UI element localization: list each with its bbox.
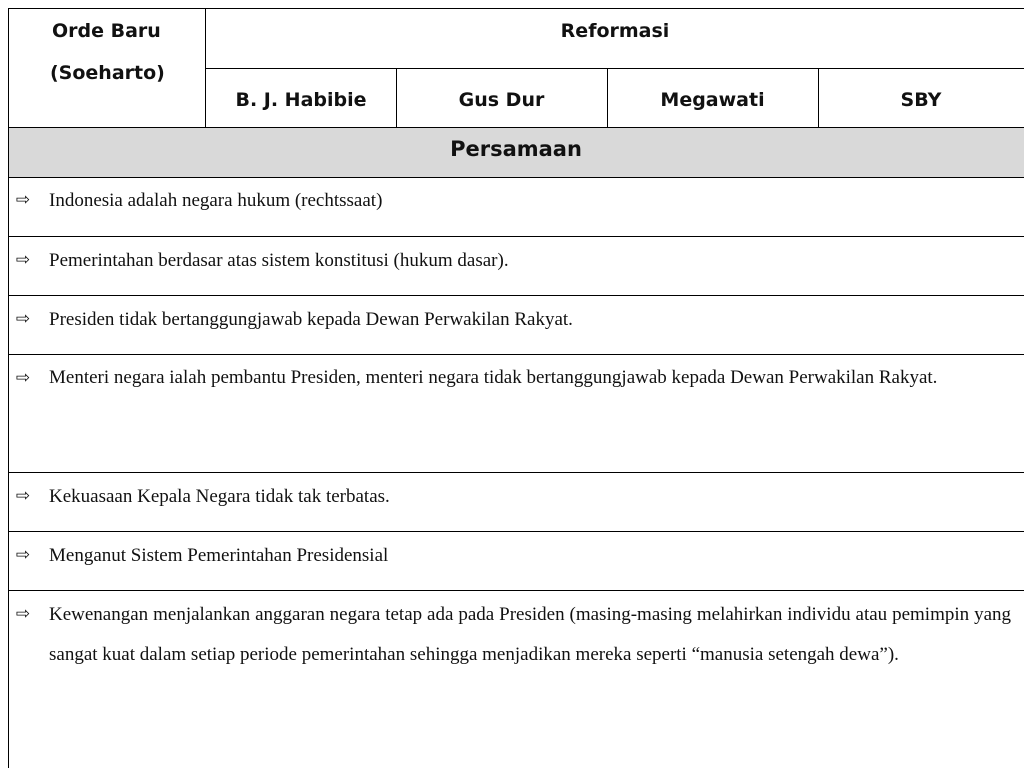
row-divider <box>8 127 1024 128</box>
col-divider <box>396 68 397 127</box>
row-divider <box>8 354 1024 355</box>
header-soeharto: (Soeharto) <box>50 62 165 84</box>
right-arrow-outline-icon: ⇨ <box>15 604 31 624</box>
right-arrow-outline-icon: ⇨ <box>15 309 31 329</box>
row-text-2: Pemerintahan berdasar atas sistem konstitusi (hukum dasar). <box>49 250 509 271</box>
row-divider <box>8 295 1024 296</box>
row-text-3: Presiden tidak bertanggungjawab kepada Dewan Perwakilan Rakyat. <box>49 309 573 330</box>
row-divider <box>8 236 1024 237</box>
right-arrow-outline-icon: ⇨ <box>15 190 31 210</box>
header-subdivider <box>206 68 1024 69</box>
table-border-left <box>8 8 9 768</box>
right-arrow-outline-icon: ⇨ <box>15 368 31 388</box>
row-text-4: Menteri negara ialah pembantu Presiden, menteri negara tidak bertanggungjawab kepada Dewan Perwakilan Rakyat. <box>49 367 938 388</box>
col-divider <box>607 68 608 127</box>
table-border-top <box>8 8 1024 9</box>
row-divider <box>8 590 1024 591</box>
header-col-gus-dur: Gus Dur <box>458 89 545 111</box>
section-title: Persamaan <box>450 137 582 161</box>
row-text-6: Menganut Sistem Pemerintahan Presidensial <box>49 545 389 566</box>
header-reformasi: Reformasi <box>560 20 670 42</box>
row-text-1: Indonesia adalah negara hukum (rechtssaat) <box>49 190 383 211</box>
header-orde-baru: Orde Baru <box>52 20 161 42</box>
row-text-7: Kewenangan menjalankan anggaran negara tetap ada pada Presiden (masing-masing melahirkan individu atau pemimpin yang sangat kuat dalam setiap periode pemerintahan sehingga menjadikan mereka seperti “manusia setengah dewa”). <box>49 604 1011 665</box>
right-arrow-outline-icon: ⇨ <box>15 545 31 565</box>
header-col-megawati: Megawati <box>660 89 765 111</box>
row-divider <box>8 531 1024 532</box>
row-divider <box>8 177 1024 178</box>
col-divider <box>818 68 819 127</box>
right-arrow-outline-icon: ⇨ <box>15 486 31 506</box>
header-col-habibie: B. J. Habibie <box>235 89 367 111</box>
row-text-5: Kekuasaan Kepala Negara tidak tak terbatas. <box>49 486 390 507</box>
row-divider <box>8 472 1024 473</box>
header-col-sby: SBY <box>900 89 942 111</box>
right-arrow-outline-icon: ⇨ <box>15 250 31 270</box>
